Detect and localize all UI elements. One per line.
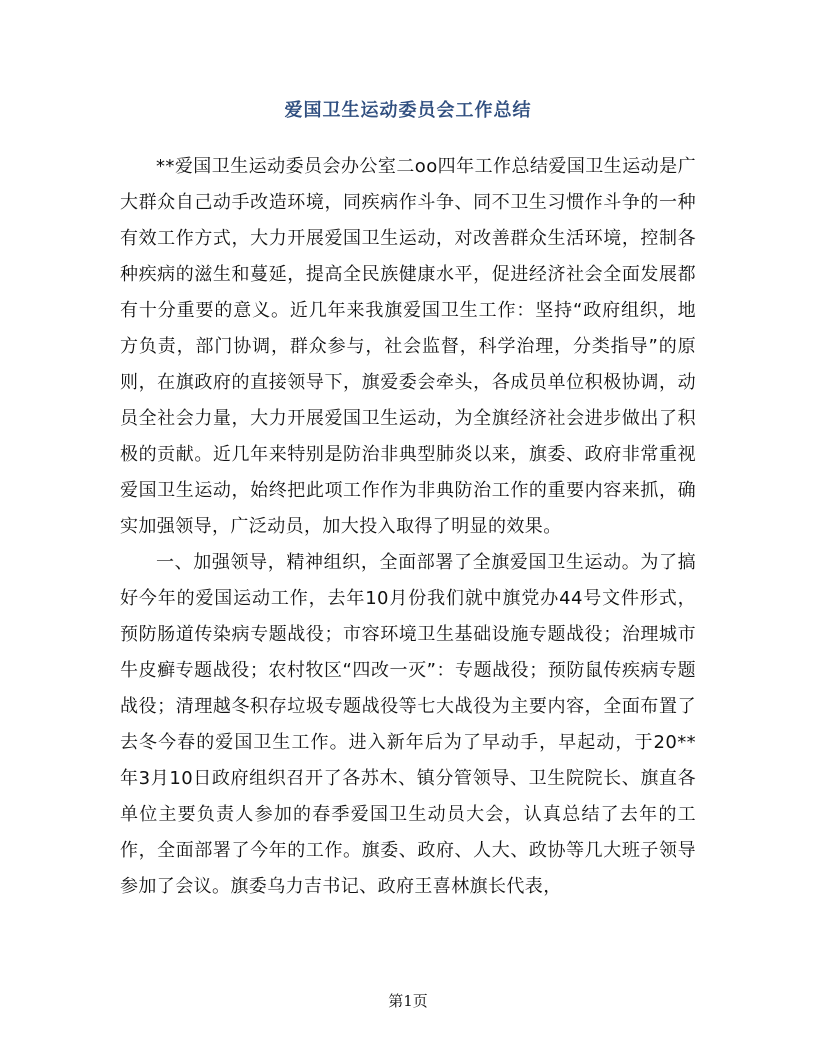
body-paragraph: 一、加强领导，精神组织，全面部署了全旗爱国卫生运动。为了搞好今年的爱国运动工作，去年10月份我们就中旗党办44号文件形式，预防肠道传染病专题战役；市容环境卫生基础设施专题战役；治理城市牛皮癣专题战役；农村牧区“四改一灭”：专题战役；预防鼠传疾病专题战役；清理越冬积存垃圾专题战役等七大战役为主要内容，全面布置了去冬今春的爱国卫生工作。进入新年后为了早动手，早起动，于20**年3月10日政府组织召开了各苏木、镇分管领导、卫生院院长、旗直各单位主要负责人参加的春季爱国卫生动员大会，认真总结了去年的工作，全面部署了今年的工作。旗委、政府、人大、政协等几大班子领导参加了会议。旗委乌力吉书记、政府王喜林旗长代表， [120,552,696,897]
document-title: 爱国卫生运动委员会工作总结 [284,100,532,121]
page-number: 第1页 [388,992,428,1010]
body-paragraph: **爱国卫生运动委员会办公室二oo四年工作总结爱国卫生运动是广大群众自己动手改造环境，同疾病作斗争、同不卫生习惯作斗争的一种有效工作方式，大力开展爱国卫生运动，对改善群众生活环境，控制各种疾病的滋生和蔓延，提高全民族健康水平，促进经济社会全面发展都有十分重要的意义。近几年来我旗爱国卫生工作：坚持“政府组织，地方负责，部门协调，群众参与，社会监督，科学治理，分类指导”的原则，在旗政府的直接领导下，旗爱委会牵头，各成员单位积极协调，动员全社会力量，大力开展爱国卫生运动，为全旗经济社会进步做出了积极的贡献。近几年来特别是防治非典型肺炎以来，旗委、政府非常重视爱国卫生运动，始终把此项工作作为非典防治工作的重要内容来抓，确实加强领导，广泛动员，加大投入取得了明显的效果。 [120,156,696,537]
document-body [120,149,696,905]
